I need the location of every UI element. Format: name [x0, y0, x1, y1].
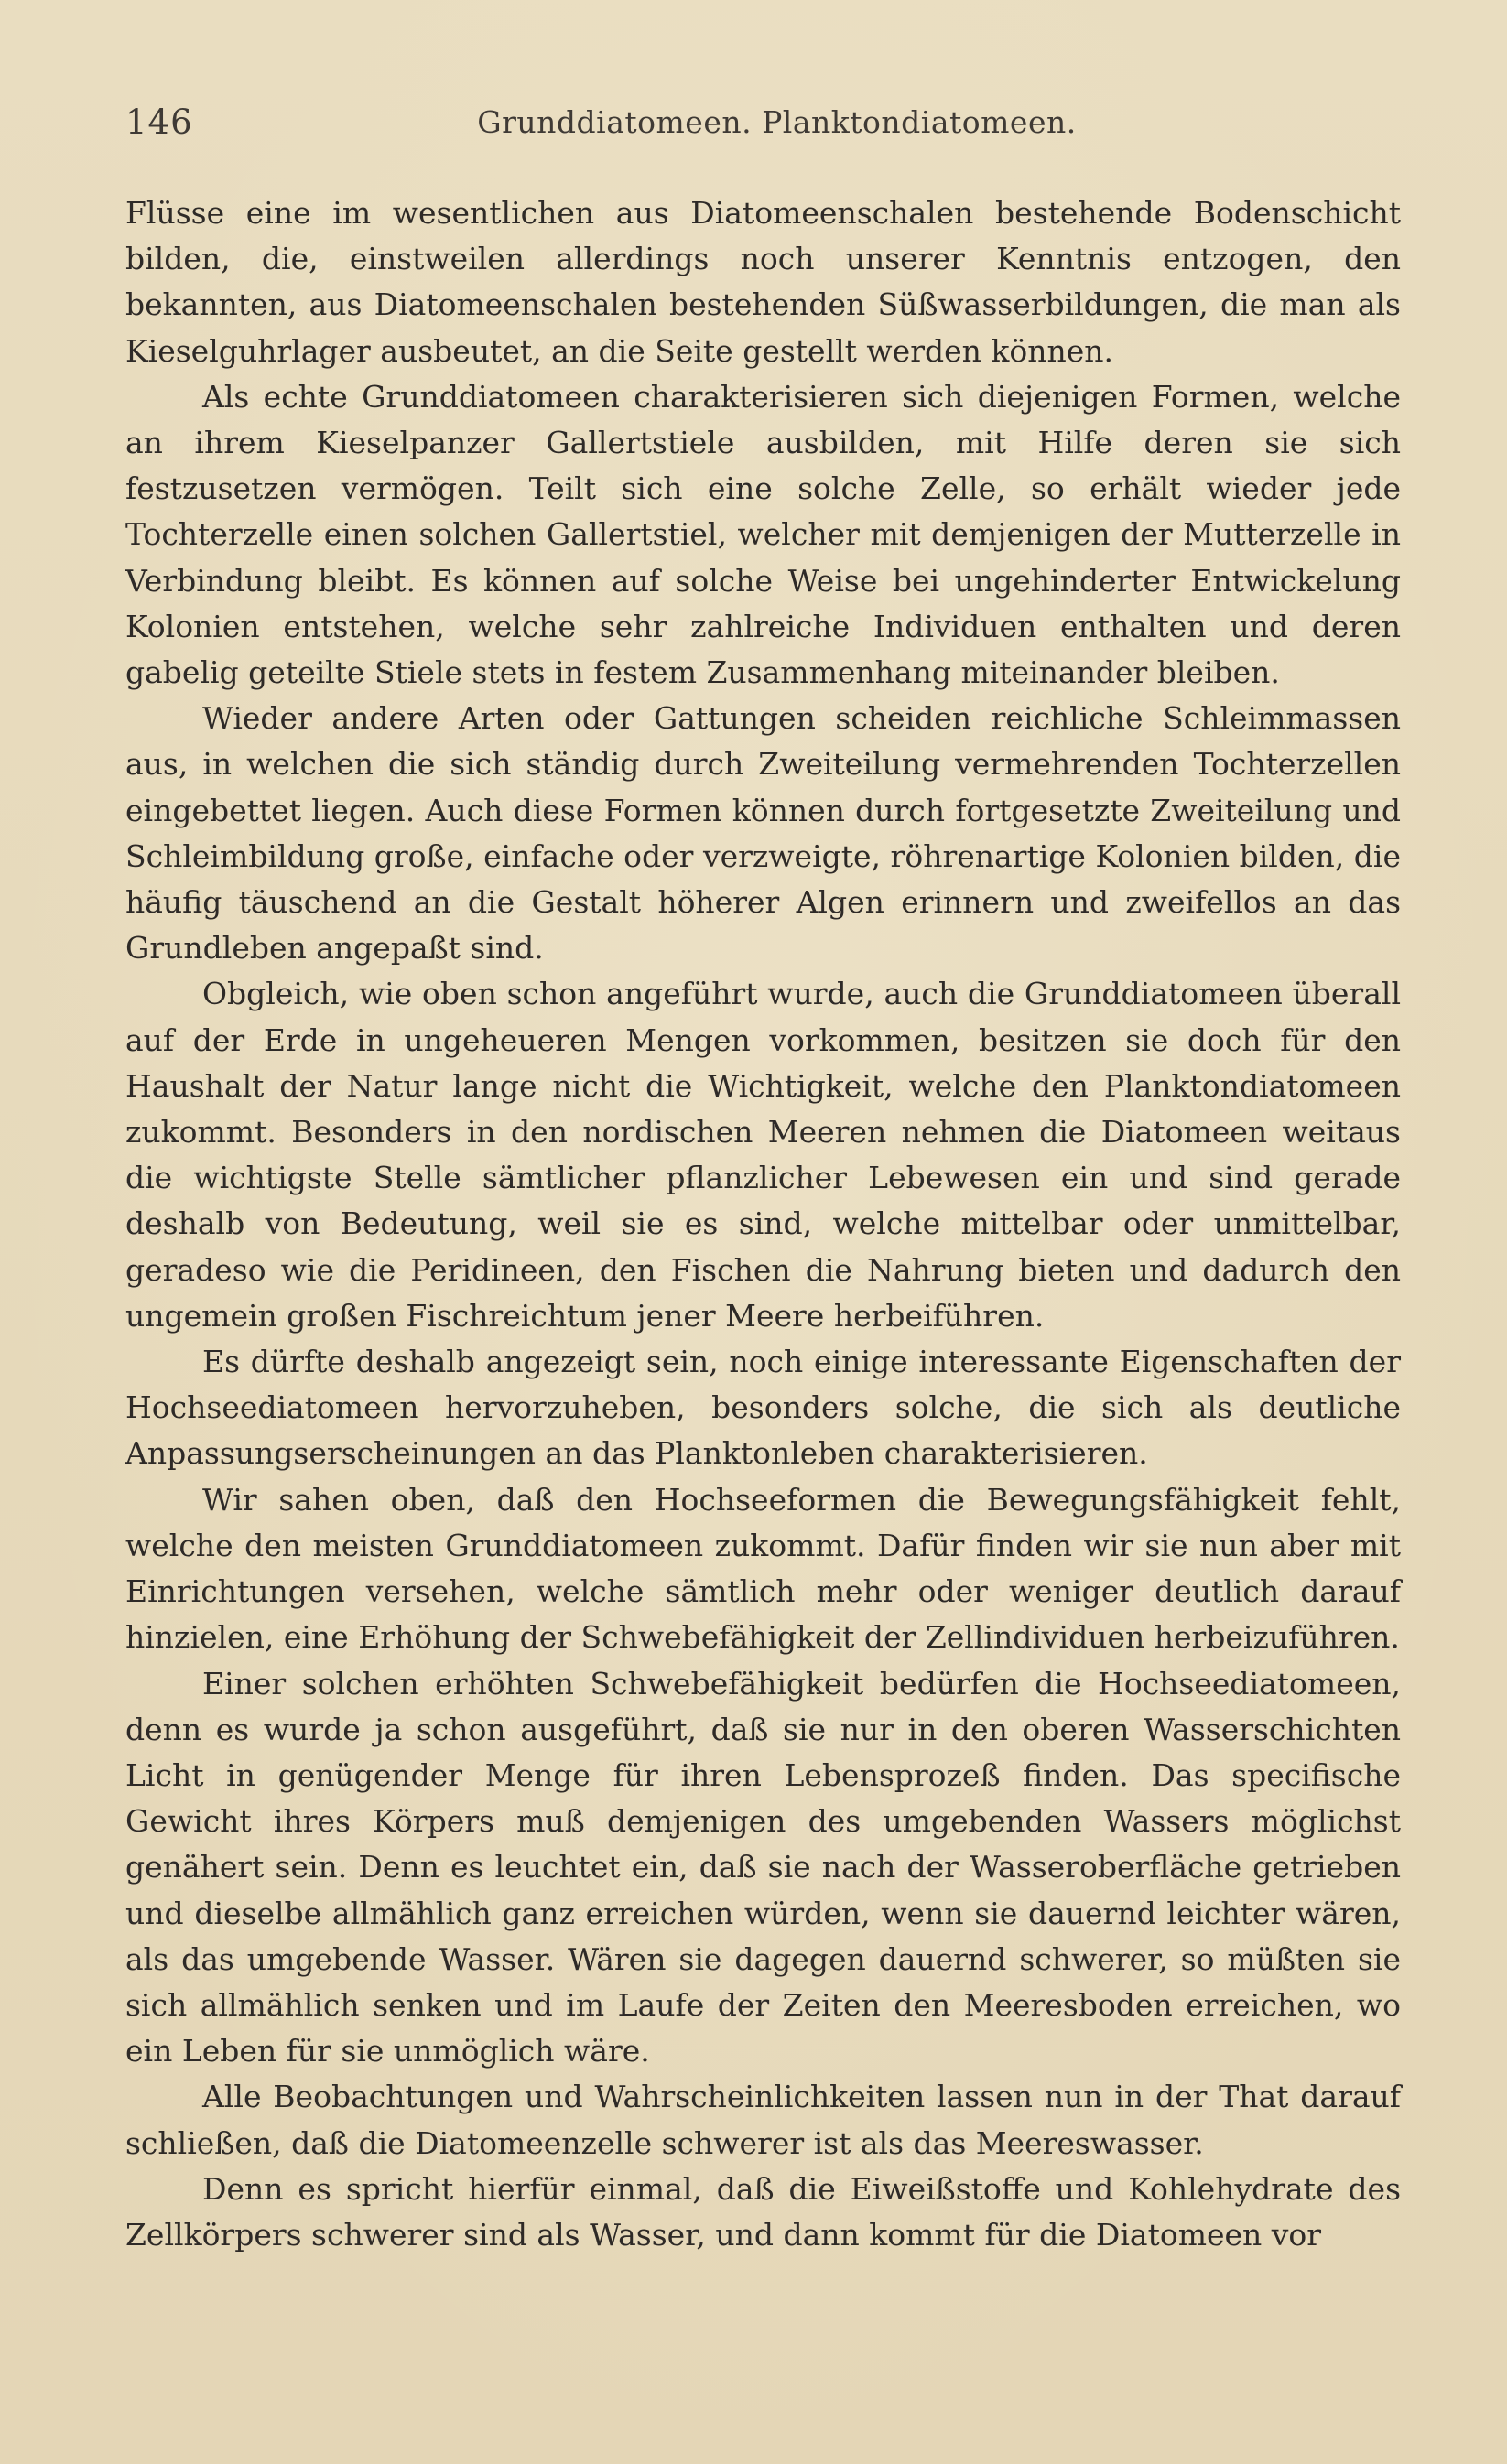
paragraph-continued: Flüsse eine im wesentlichen aus Diatomeenschalen bestehende Bodenschicht bilden, die, einstweilen allerdings noch unserer Kenntnis entzogen, den bekannten, aus Diatomeenschalen bestehenden Süßwasserbildungen, die man als Kieselguhrlager ausbeutet, an die Seite gestellt werden können. [125, 195, 1401, 369]
paragraph-specifisches-gewicht: Einer solchen erhöhten Schwebefähigkeit bedürfen die Hochseediatomeen, denn es wurde ja schon ausgeführt, daß sie nur in den oberen Wasserschichten Licht in genügender Menge für ihren Lebensprozeß finden. Das specifische Gewicht ihres Körpers muß demjenigen des umgebenden Wassers möglichst genähert sein. Denn es leuchtet ein, daß sie nach der Wasseroberfläche getrieben und dieselbe allmählich ganz erreichen würden, wenn sie dauernd leichter wären, als das umgebende Wasser. Wären sie dagegen dauernd schwerer, so müßten sie sich allmählich senken und im Laufe der Zeiten den Meeresboden erreichen, wo ein Leben für sie unmöglich wäre. [125, 1665, 1401, 2070]
body-text [125, 190, 1401, 2258]
running-head [125, 103, 1401, 157]
paragraph-haushalt-der-natur: Obgleich, wie oben schon angeführt wurde, auch die Grunddiatomeen überall auf der Erde in ungeheueren Mengen vorkommen, besitzen sie doch für den Haushalt der Natur lange nicht die Wichtigkeit, welche den Planktondiatomeen zukommt. Besonders in den nordischen Meeren nehmen die Diatomeen weitaus die wichtigste Stelle sämtlicher pflanzlicher Lebewesen ein und sind gerade deshalb von Bedeutung, weil sie es sind, welche mittelbar oder unmittelbar, geradeso wie die Peridineen, den Fischen die Nahrung bieten und dadurch den ungemein großen Fischreichtum jener Meere herbeiführen. [125, 976, 1401, 1334]
running-head-title: Grunddiatomeen. Planktondiatomeen. [477, 104, 1077, 140]
paragraph-grunddiatomeen: Als echte Grunddiatomeen charakterisieren sich diejenigen Formen, welche an ihrem Kieselpanzer Gallertstiele ausbilden, mit Hilfe deren sie sich festzusetzen vermögen. Teilt sich eine solche Zelle, so erhält wieder jede Tochterzelle einen solchen Gallertstiel, welcher mit demjenigen der Mutterzelle in Verbindung bleibt. Es können auf solche Weise bei ungehinderter Entwickelung Kolonien entstehen, welche sehr zahlreiche Individuen enthalten und deren gabelig geteilte Stiele stets in festem Zusammenhang miteinander bleiben. [125, 378, 1401, 691]
paragraph-beobachtungen: Alle Beobachtungen und Wahrscheinlichkeiten lassen nun in der That darauf schließen, daß die Diatomeenzelle schwerer ist als das Meereswasser. [125, 2079, 1401, 2161]
page-number: 146 [125, 103, 193, 142]
paragraph-schwebefaehigkeit: Wir sahen oben, daß den Hochseeformen die Bewegungsfähigkeit fehlt, welche den meisten Grunddiatomeen zukommt. Dafür finden wir sie nun aber mit Einrichtungen versehen, welche sämtlich mehr oder weniger deutlich darauf hinzielen, eine Erhöhung der Schwebefähigkeit der Zellindividuen herbeizuführen. [125, 1481, 1401, 1656]
paragraph-schleimmassen: Wieder andere Arten oder Gattungen scheiden reichliche Schleimmassen aus, in welchen die sich ständig durch Zweiteilung vermehrenden Tochterzellen eingebettet liegen. Auch diese Formen können durch fortgesetzte Zweiteilung und Schleimbildung große, einfache oder verzweigte, röhrenartige Kolonien bilden, die häufig täuschend an die Gestalt höherer Algen erinnern und zweifellos an das Grundleben angepaßt sind. [125, 700, 1401, 967]
paragraph-hochseediatomeen: Es dürfte deshalb angezeigt sein, noch einige interessante Eigenschaften der Hochseediatomeen hervorzuheben, besonders solche, die sich als deutliche Anpassungserscheinungen an das Planktonleben charakterisieren. [125, 1344, 1401, 1472]
paragraph-eiweissstoffe: Denn es spricht hierfür einmal, daß die Eiweißstoffe und Kohlehydrate des Zellkörpers schwerer sind als Wasser, und dann kommt für die Diatomeen vor [125, 2170, 1401, 2253]
